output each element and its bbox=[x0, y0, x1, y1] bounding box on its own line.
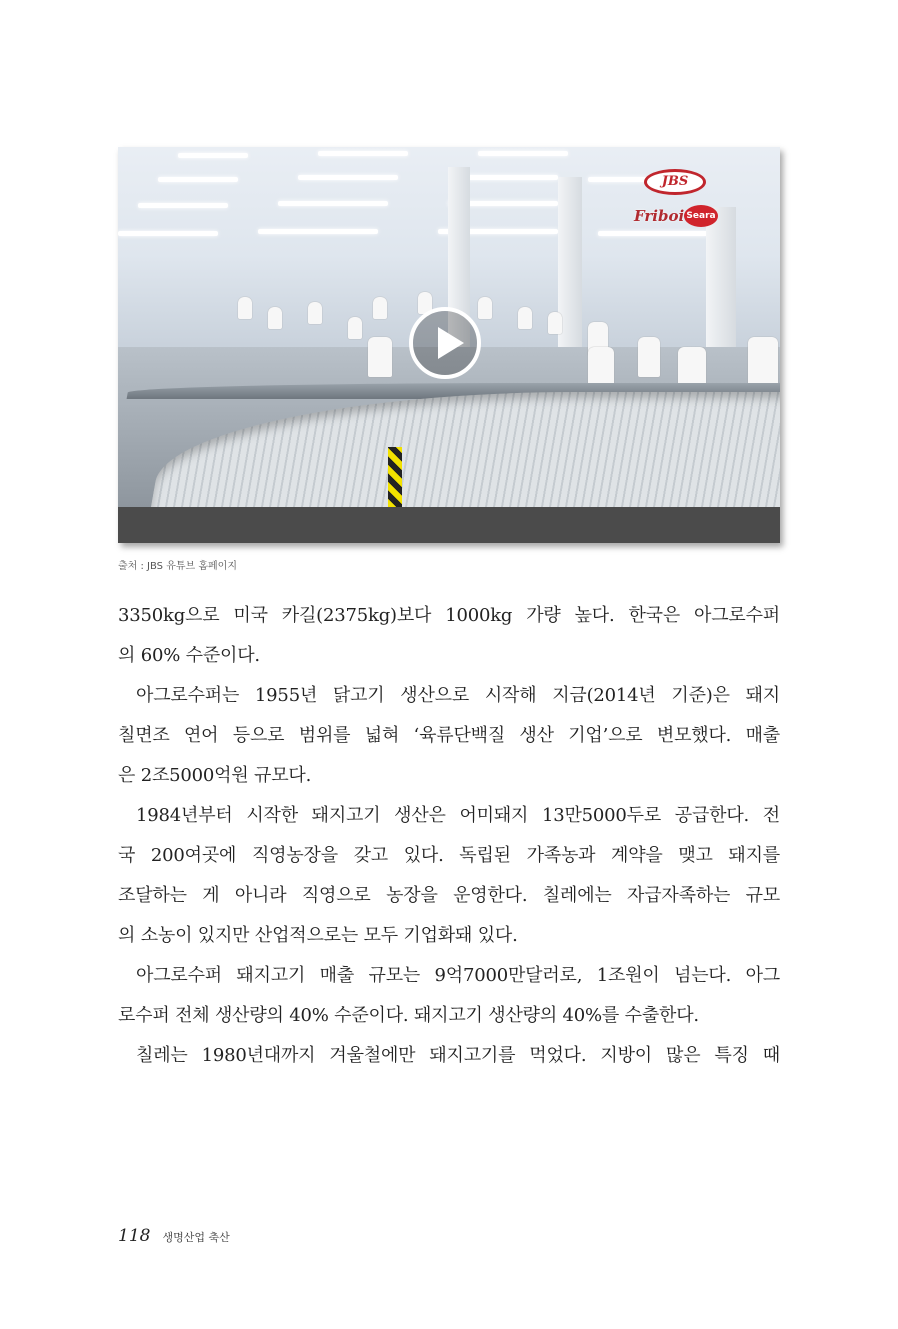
text-line: 칠면조 연어 등으로 범위를 넓혀 ‘육류단백질 생산 기업’으로 변모했다. 매출 bbox=[118, 725, 780, 746]
text-line: 국 200여곳에 직영농장을 갖고 있다. 독립된 가족농과 계약을 맺고 돼지를 bbox=[118, 845, 780, 866]
seara-logo: Seara bbox=[684, 205, 718, 227]
text-line: 의 60% 수준이다. bbox=[118, 645, 260, 666]
page-number: 118 bbox=[118, 1226, 151, 1246]
text-line: 로수퍼 전체 생산량의 40% 수준이다. 돼지고기 생산량의 40%를 수출한다. bbox=[118, 1005, 699, 1026]
text-line: 아그로수퍼는 1955년 닭고기 생산으로 시작해 지금(2014년 기준)은 돼지 bbox=[136, 685, 780, 706]
jbs-logo: JBS bbox=[644, 169, 706, 195]
figure-caption: 출처 : JBS 유튜브 홈페이지 bbox=[118, 561, 238, 572]
text-line: 1984년부터 시작한 돼지고기 생산은 어미돼지 13만5000두로 공급한다. 전 bbox=[136, 805, 780, 826]
page-footer bbox=[118, 1226, 230, 1246]
text-line: 아그로수퍼 돼지고기 매출 규모는 9억7000만달러로, 1조원이 넘는다. 아그 bbox=[136, 965, 780, 986]
article-body bbox=[118, 596, 780, 1076]
text-line: 의 소농이 있지만 산업적으로는 모두 기업화돼 있다. bbox=[118, 925, 518, 946]
play-circle-icon[interactable] bbox=[409, 307, 481, 379]
video-controls-bar bbox=[118, 507, 780, 543]
text-line: 칠레는 1980년대까지 겨울철에만 돼지고기를 먹었다. 지방이 많은 특징 때 bbox=[136, 1045, 780, 1066]
text-line: 은 2조5000억원 규모다. bbox=[118, 765, 312, 786]
video-thumbnail[interactable] bbox=[118, 147, 780, 543]
running-title: 생명산업 축산 bbox=[162, 1231, 230, 1244]
text-line: 조달하는 게 아니라 직영으로 농장을 운영한다. 칠레에는 자급자족하는 규모 bbox=[118, 885, 780, 906]
text-line: 3350kg으로 미국 카길(2375kg)보다 1000kg 가량 높다. 한국은 아그로수퍼 bbox=[118, 605, 780, 626]
friboi-logo: Friboi bbox=[634, 207, 685, 225]
